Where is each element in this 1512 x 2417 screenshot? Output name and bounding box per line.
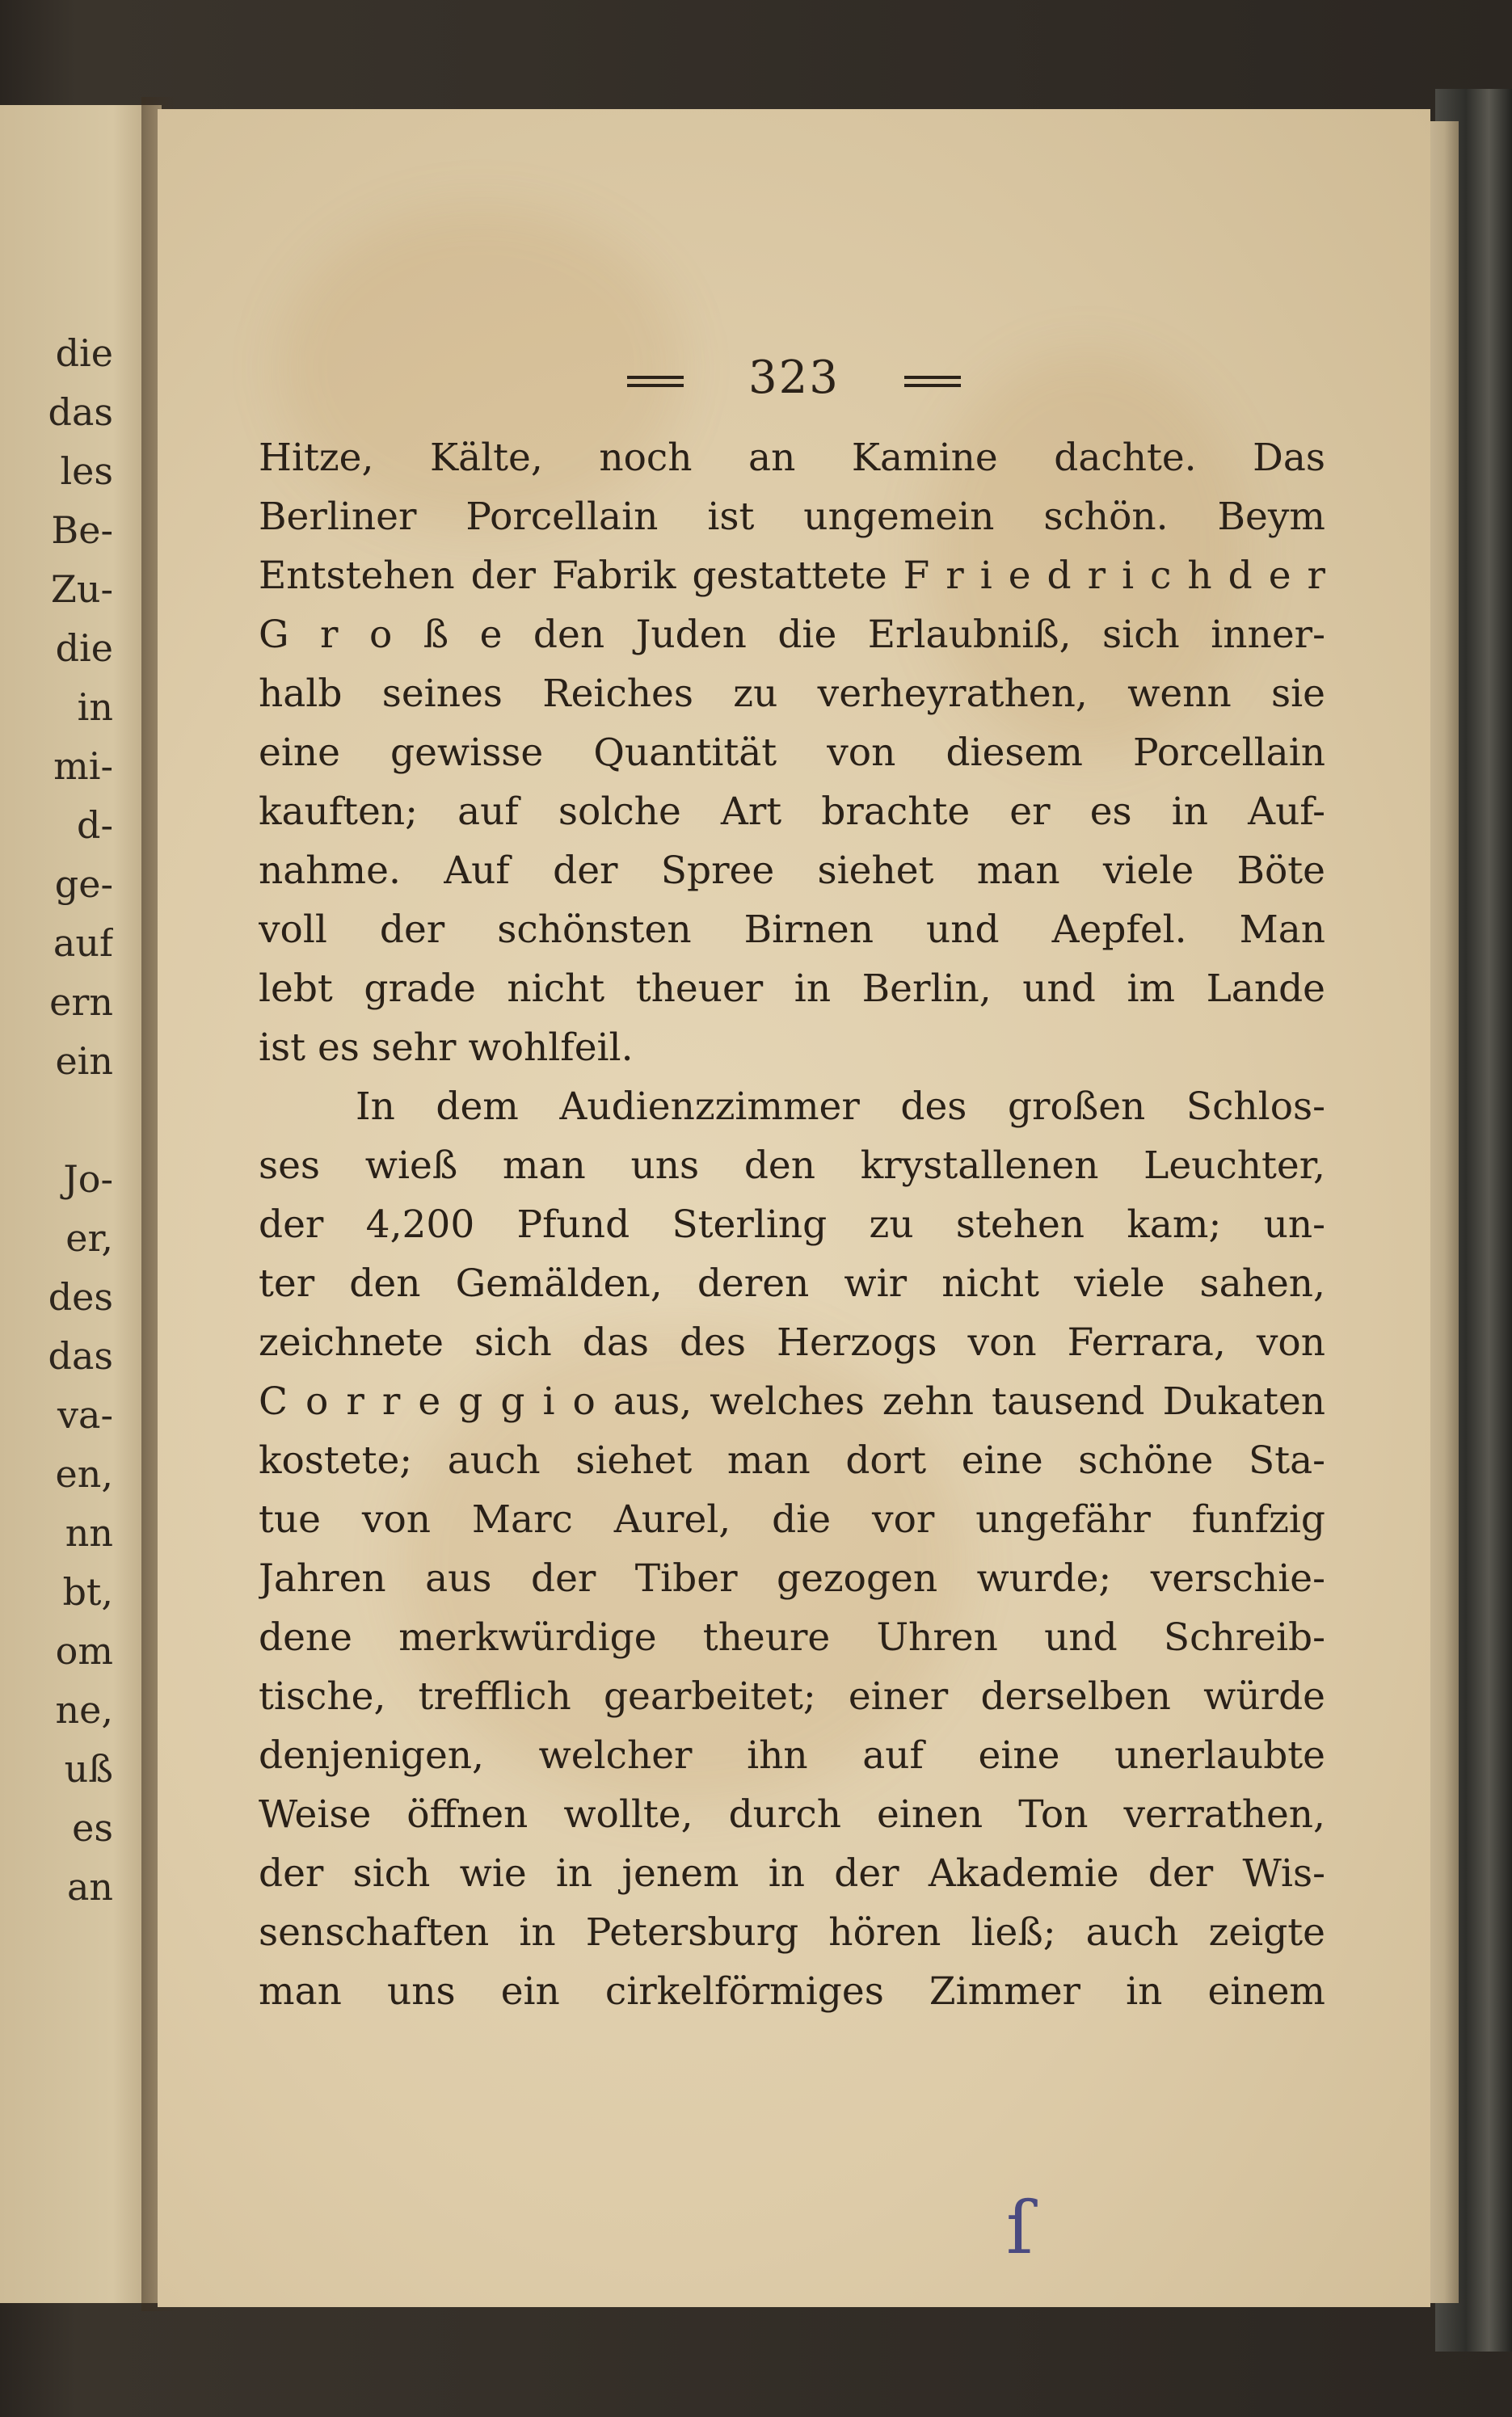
header-rule-right [904,376,961,387]
text-line: kostete; auch siehet man dort eine schöne Sta- [259,1438,1325,1483]
text-line: G r o ß e den Juden die Erlaubniß, sich inner- [259,613,1325,657]
facing-line-fragment: en, [55,1452,113,1496]
text-line: Entstehen der Fabrik gestattete F r i e d r i c h d e r [259,554,1325,598]
facing-line-fragment: om [55,1629,113,1673]
facing-line-fragment: an [66,1865,113,1909]
text-line: eine gewisse Quantität von diesem Porcellain [259,731,1325,775]
text-line: C o r r e g g i o aus, welches zehn tausend Dukaten [259,1379,1325,1424]
facing-line-fragment: Jo- [63,1157,113,1201]
facing-line-fragment: das [48,1334,113,1378]
facing-line-fragment: es [72,1806,113,1850]
facing-line-fragment: auf [53,921,113,965]
header-rule-left [627,376,684,387]
facing-line-fragment: ne, [55,1688,113,1732]
text-line: Hitze, Kälte, noch an Kamine dachte. Das [259,436,1325,480]
text-line: zeichnete sich das des Herzogs von Ferrara, von [259,1320,1325,1365]
page-header [158,352,1430,404]
text-line: Jahren aus der Tiber gezogen wurde; verschie- [259,1556,1325,1601]
facing-line-fragment: das [48,390,113,434]
facing-line-fragment: uß [64,1747,113,1791]
facing-line-fragment: les [60,449,113,493]
text-line: In dem Audienzzimmer des großen Schlos- [356,1084,1325,1129]
facing-line-fragment: va- [57,1393,113,1437]
facing-line-fragment: nn [65,1511,113,1555]
facing-line-fragment: d- [77,803,113,847]
facing-line-fragment: in [77,685,113,729]
facing-line-fragment: er, [65,1216,113,1260]
facing-line-fragment: ein [55,1039,113,1083]
facing-line-fragment: des [48,1275,113,1319]
text-line: nahme. Auf der Spree siehet man viele Böte [259,848,1325,893]
text-line: kauften; auf solche Art brachte er es in Auf- [259,790,1325,834]
text-line: lebt grade nicht theuer in Berlin, und im Lande [259,966,1325,1011]
facing-line-fragment: Be- [51,508,113,552]
text-line: ist es sehr wohlfeil. [259,1025,634,1070]
body-text [259,428,1325,2021]
ink-mark: ſ [1006,2186,1034,2271]
text-line: Berliner Porcellain ist ungemein schön. Beym [259,495,1325,539]
page-number: 323 [748,352,840,404]
facing-line-fragment: mi- [53,744,113,788]
text-line: voll der schönsten Birnen und Aepfel. Man [259,907,1325,952]
facing-line-fragment: die [55,331,113,375]
text-line: senschaften in Petersburg hören ließ; auch zeigte [259,1910,1325,1955]
text-line: der 4,200 Pfund Sterling zu stehen kam; un- [259,1202,1325,1247]
page [158,109,1430,2307]
facing-line-fragment: Zu- [50,567,113,611]
facing-line-fragment: ern [49,980,113,1024]
facing-line-fragment: ge- [54,862,113,906]
text-line: tue von Marc Aurel, die vor ungefähr funfzig [259,1497,1325,1542]
text-line: Weise öffnen wollte, durch einen Ton verrathen, [259,1792,1325,1837]
text-line: ter den Gemälden, deren wir nicht viele sahen, [259,1261,1325,1306]
facing-line-fragment: die [55,626,113,670]
text-line: denjenigen, welcher ihn auf eine unerlaubte [259,1733,1325,1778]
text-line: halb seines Reiches zu verheyrathen, wenn sie [259,672,1325,716]
text-line: ses wieß man uns den krystallenen Leuchter, [259,1143,1325,1188]
text-line: dene merkwürdige theure Uhren und Schreib- [259,1615,1325,1660]
text-line: tische, trefflich gearbeitet; einer derselben würde [259,1674,1325,1719]
text-line: man uns ein cirkelförmiges Zimmer in einem [259,1969,1325,2014]
facing-page [0,105,162,2303]
text-line: der sich wie in jenem in der Akademie der Wis- [259,1851,1325,1896]
facing-line-fragment: bt, [62,1570,113,1614]
